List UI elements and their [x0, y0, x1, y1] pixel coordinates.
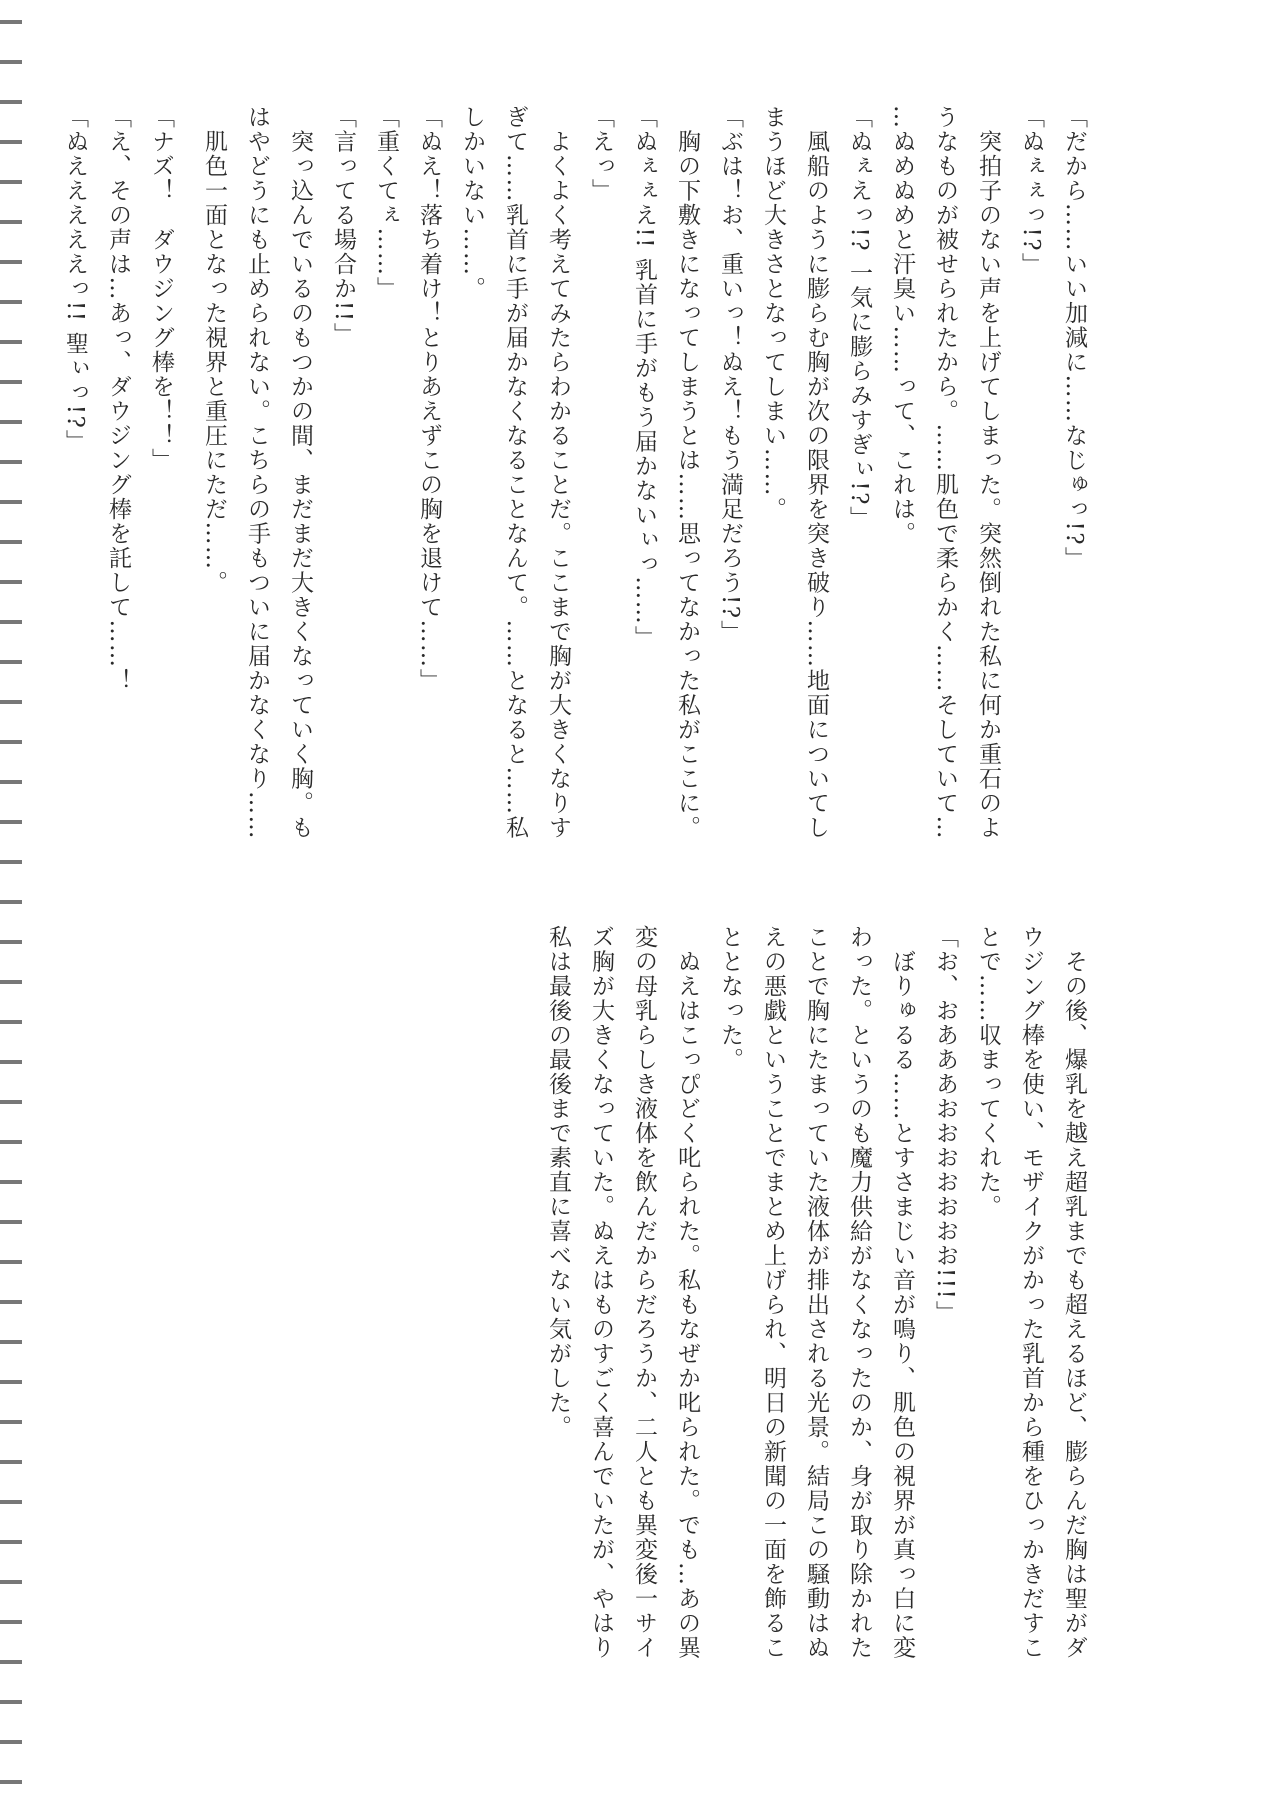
text-line: 変の母乳らしき液体を飲んだからだろうか、二人とも異変後一サイ — [631, 925, 657, 1660]
text-block-bottom — [520, 925, 1090, 1660]
text-line: とで……収まってくれた。 — [975, 925, 1001, 1219]
text-line: 突っ込んでいるのもつかの間、まだまだ大きくなっていく胸。も — [287, 105, 313, 840]
text-line: 肌色一面となった視界と重圧にただ……。 — [201, 105, 227, 595]
text-line: 「ぶは！お、重いっ！ぬえ！もう満足だろう!?」 — [717, 105, 743, 645]
text-line: ことで胸にたまっていた液体が排出される光景。結局この騒動はぬ — [803, 925, 829, 1660]
text-line: ぬえはこっぴどく叱られた。私もなぜか叱られた。でも…あの異 — [674, 925, 700, 1660]
text-block-top — [62, 105, 1090, 885]
text-line: ととなった。 — [717, 925, 743, 1072]
text-line: 「ぬぇえっ!? 一気に膨らみすぎぃ!?」 — [846, 105, 872, 531]
binding-edge — [0, 0, 22, 1812]
text-line: 「ぬぇぇっ!?」 — [1018, 105, 1044, 277]
text-line: 「ぬえええええっ!! 聖ぃっ!?」 — [62, 105, 88, 454]
text-line: 突拍子のない声を上げてしまった。突然倒れた私に何か重石のよ — [975, 105, 1001, 840]
text-line: 胸の下敷きになってしまうとは……思ってなかった私がここに。 — [674, 105, 700, 840]
text-line: 私は最後の最後まで素直に喜べない気がした。 — [545, 925, 571, 1440]
text-line: 「言ってる場合か!!」 — [330, 105, 356, 347]
text-line: その後、爆乳を越え超乳までも超えるほど、膨らんだ胸は聖がダ — [1061, 925, 1087, 1660]
text-line: 「えっ」 — [588, 105, 614, 203]
text-line: うなものが被せられたから。……肌色で柔らかく……そしていて… — [932, 105, 958, 840]
text-line: 「ぬえ！落ち着け！とりあえずこの胸を退けて……」 — [416, 105, 442, 693]
text-line: 「重くてぇ……」 — [373, 105, 399, 301]
text-line: 「え、その声は…あっ、ダウジング棒を託して……！ — [105, 105, 131, 693]
text-line: ぼりゅるる……とすさまじい音が鳴り、肌色の視界が真っ白に変 — [889, 925, 915, 1660]
text-line: はやどうにも止められない。こちらの手もついに届かなくなり…… — [244, 105, 270, 840]
text-line: 「ぬぇぇえ!! 乳首に手がもう届かないぃっ……」 — [631, 105, 657, 650]
text-line: ズ胸が大きくなっていた。ぬえはものすごく喜んでいたが、やはり — [588, 925, 614, 1660]
text-line: よくよく考えてみたらわかることだ。ここまで胸が大きくなりす — [545, 105, 571, 840]
text-line: えの悪戯ということでまとめ上げられ、明日の新聞の一面を飾るこ — [760, 925, 786, 1660]
text-line: わった。というのも魔力供給がなくなったのか、身が取り除かれた — [846, 925, 872, 1660]
text-line: まうほど大きさとなってしまい……。 — [760, 105, 786, 522]
text-line: ぎて……乳首に手が届かなくなることなんて。……となると……私 — [502, 105, 528, 840]
text-line: しかいない……。 — [459, 105, 485, 301]
text-line: …ぬめぬめと汗臭い……って、これは。 — [889, 105, 915, 546]
text-line: 「ナズ！ ダウジング棒を！！」 — [148, 105, 174, 473]
text-line: 「だから……いい加減に……なじゅっ!?」 — [1061, 105, 1087, 571]
text-line: 風船のように膨らむ胸が次の限界を突き破り……地面についてし — [803, 105, 829, 840]
text-line: 「お、おあああおおおおおおお!!!」 — [932, 925, 958, 1325]
text-line: ウジング棒を使い、モザイクがかった乳首から種をひっかきだすこ — [1018, 925, 1044, 1660]
